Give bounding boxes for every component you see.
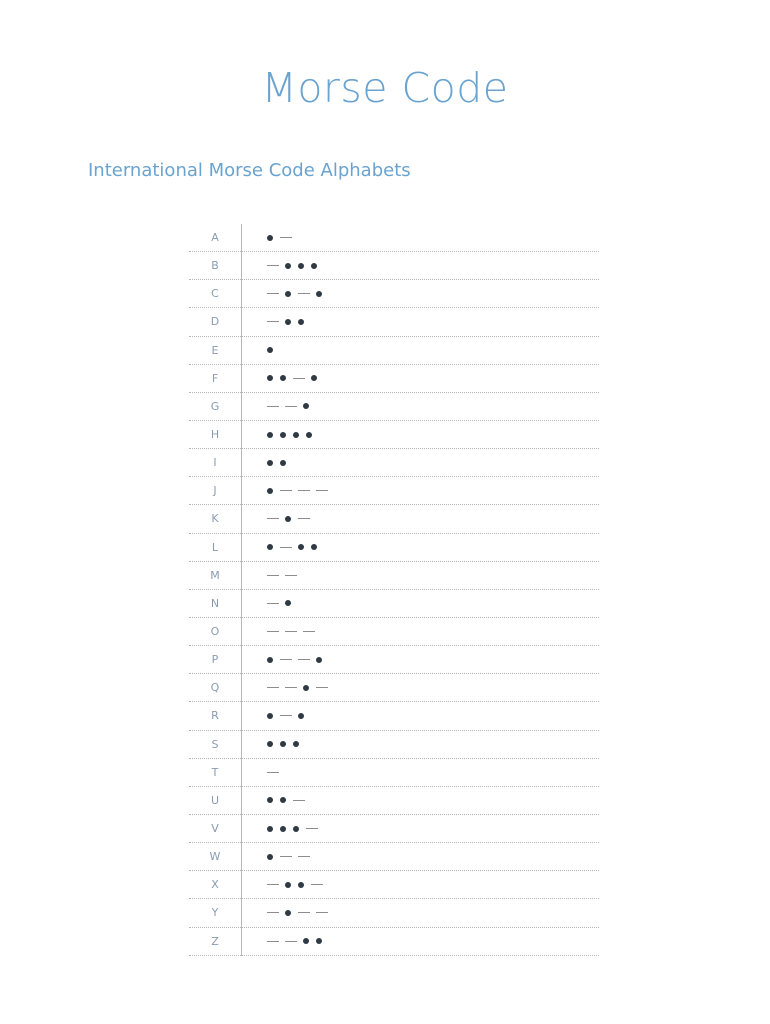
table-row — [189, 365, 599, 393]
dot-symbol — [285, 291, 291, 297]
letter-cell: C — [211, 287, 219, 301]
dot-symbol — [285, 319, 291, 325]
dash-symbol — [267, 687, 279, 688]
letter-cell: F — [211, 371, 219, 385]
table-row — [189, 899, 599, 927]
table-row — [189, 477, 599, 505]
dash-symbol — [267, 941, 279, 942]
dot-symbol — [298, 544, 304, 550]
dot-symbol — [267, 235, 273, 241]
morse-alphabet-table — [189, 224, 599, 956]
morse-code-cell — [241, 702, 599, 729]
morse-code-cell — [241, 674, 599, 701]
morse-code-cell — [241, 477, 599, 504]
dash-symbol — [306, 828, 318, 829]
letter-cell: G — [210, 399, 220, 413]
table-row — [189, 562, 599, 590]
table-row — [189, 308, 599, 336]
morse-code-cell — [241, 731, 599, 758]
dot-symbol — [267, 797, 273, 803]
letter-cell: P — [211, 653, 219, 667]
dot-symbol — [280, 432, 286, 438]
table-row — [189, 674, 599, 702]
dash-symbol — [285, 406, 297, 407]
dash-symbol — [316, 687, 328, 688]
dash-symbol — [280, 237, 292, 238]
dash-symbol — [293, 378, 305, 379]
dash-symbol — [267, 518, 279, 519]
dot-symbol — [306, 432, 312, 438]
table-row — [189, 815, 599, 843]
dash-symbol — [267, 912, 279, 913]
dot-symbol — [298, 882, 304, 888]
letter-cell: J — [213, 484, 217, 498]
morse-code-cell — [241, 449, 599, 476]
dash-symbol — [285, 631, 297, 632]
morse-code-cell — [241, 646, 599, 673]
morse-code-cell — [241, 562, 599, 589]
morse-code-cell — [241, 534, 599, 561]
table-row — [189, 787, 599, 815]
dash-symbol — [303, 631, 315, 632]
dash-symbol — [267, 772, 279, 773]
table-row — [189, 421, 599, 449]
letter-cell: N — [210, 596, 220, 610]
letter-cell: S — [211, 737, 219, 751]
table-row — [189, 393, 599, 421]
dot-symbol — [267, 544, 273, 550]
dot-symbol — [267, 826, 273, 832]
dash-symbol — [285, 575, 297, 576]
letter-cell: I — [213, 456, 217, 470]
dot-symbol — [311, 263, 317, 269]
morse-code-cell — [241, 843, 599, 870]
morse-code-cell — [241, 337, 599, 364]
letter-cell: E — [211, 343, 219, 357]
morse-code-cell — [241, 421, 599, 448]
letter-cell: H — [210, 428, 220, 442]
dot-symbol — [280, 826, 286, 832]
dot-symbol — [298, 713, 304, 719]
morse-code-cell — [241, 618, 599, 645]
dash-symbol — [311, 884, 323, 885]
dot-symbol — [267, 347, 273, 353]
letter-cell: Y — [211, 906, 219, 920]
dot-symbol — [285, 600, 291, 606]
dash-symbol — [298, 912, 310, 913]
table-row — [189, 449, 599, 477]
morse-code-cell — [241, 899, 599, 926]
dot-symbol — [285, 910, 291, 916]
morse-code-cell — [241, 280, 599, 307]
dash-symbol — [267, 265, 279, 266]
table-row — [189, 505, 599, 533]
dot-symbol — [311, 544, 317, 550]
morse-code-cell — [241, 759, 599, 786]
dash-symbol — [298, 490, 310, 491]
table-row — [189, 871, 599, 899]
morse-code-cell — [241, 590, 599, 617]
morse-code-cell — [241, 505, 599, 532]
table-row — [189, 224, 599, 252]
letter-cell: L — [211, 540, 219, 554]
dash-symbol — [280, 856, 292, 857]
morse-code-cell — [241, 224, 599, 251]
morse-code-cell — [241, 787, 599, 814]
letter-cell: V — [211, 822, 219, 836]
dot-symbol — [280, 741, 286, 747]
dot-symbol — [311, 375, 317, 381]
letter-cell: T — [211, 765, 219, 779]
dot-symbol — [293, 432, 299, 438]
letter-cell: D — [210, 315, 220, 329]
dash-symbol — [267, 293, 279, 294]
table-row — [189, 731, 599, 759]
dash-symbol — [298, 293, 310, 294]
dot-symbol — [285, 516, 291, 522]
dash-symbol — [280, 659, 292, 660]
morse-code-cell — [241, 871, 599, 898]
dot-symbol — [267, 432, 273, 438]
dot-symbol — [280, 375, 286, 381]
table-row — [189, 702, 599, 730]
morse-code-cell — [241, 252, 599, 279]
dash-symbol — [267, 603, 279, 604]
table-row — [189, 534, 599, 562]
dash-symbol — [280, 715, 292, 716]
dash-symbol — [267, 575, 279, 576]
dot-symbol — [267, 713, 273, 719]
letter-cell: K — [211, 512, 219, 526]
page-title: Morse Code — [261, 64, 509, 112]
dash-symbol — [280, 490, 292, 491]
table-row — [189, 280, 599, 308]
dash-symbol — [267, 631, 279, 632]
dash-symbol — [267, 406, 279, 407]
dash-symbol — [285, 941, 297, 942]
letter-cell: U — [210, 793, 220, 807]
dot-symbol — [316, 291, 322, 297]
dot-symbol — [316, 938, 322, 944]
table-row — [189, 759, 599, 787]
dot-symbol — [267, 460, 273, 466]
dash-symbol — [298, 856, 310, 857]
letter-cell: W — [209, 850, 221, 864]
dash-symbol — [293, 800, 305, 801]
dot-symbol — [293, 826, 299, 832]
dot-symbol — [298, 263, 304, 269]
table-row — [189, 618, 599, 646]
dot-symbol — [280, 797, 286, 803]
dot-symbol — [267, 657, 273, 663]
dash-symbol — [316, 490, 328, 491]
morse-code-cell — [241, 815, 599, 842]
dash-symbol — [298, 659, 310, 660]
dash-symbol — [316, 912, 328, 913]
letter-cell: A — [211, 231, 219, 245]
section-subtitle: International Morse Code Alphabets — [88, 160, 411, 181]
morse-code-cell — [241, 928, 599, 955]
dot-symbol — [285, 263, 291, 269]
dot-symbol — [267, 741, 273, 747]
dash-symbol — [267, 884, 279, 885]
letter-cell: X — [211, 878, 219, 892]
dash-symbol — [267, 321, 279, 322]
table-row — [189, 646, 599, 674]
letter-cell: R — [211, 709, 219, 723]
dot-symbol — [303, 403, 309, 409]
dot-symbol — [303, 685, 309, 691]
letter-cell: Q — [210, 681, 220, 695]
dot-symbol — [298, 319, 304, 325]
dash-symbol — [280, 547, 292, 548]
dot-symbol — [293, 741, 299, 747]
dot-symbol — [267, 488, 273, 494]
dash-symbol — [298, 518, 310, 519]
dot-symbol — [280, 460, 286, 466]
dash-symbol — [285, 687, 297, 688]
morse-code-cell — [241, 365, 599, 392]
dot-symbol — [267, 375, 273, 381]
morse-code-cell — [241, 308, 599, 335]
table-row — [189, 337, 599, 365]
letter-cell: B — [211, 259, 219, 273]
dot-symbol — [267, 854, 273, 860]
dot-symbol — [303, 938, 309, 944]
table-row — [189, 252, 599, 280]
table-row — [189, 590, 599, 618]
dot-symbol — [316, 657, 322, 663]
dot-symbol — [285, 882, 291, 888]
letter-cell: Z — [211, 934, 219, 948]
letter-cell: O — [210, 625, 220, 639]
morse-code-cell — [241, 393, 599, 420]
letter-cell: M — [210, 568, 220, 582]
table-row — [189, 928, 599, 956]
table-row — [189, 843, 599, 871]
